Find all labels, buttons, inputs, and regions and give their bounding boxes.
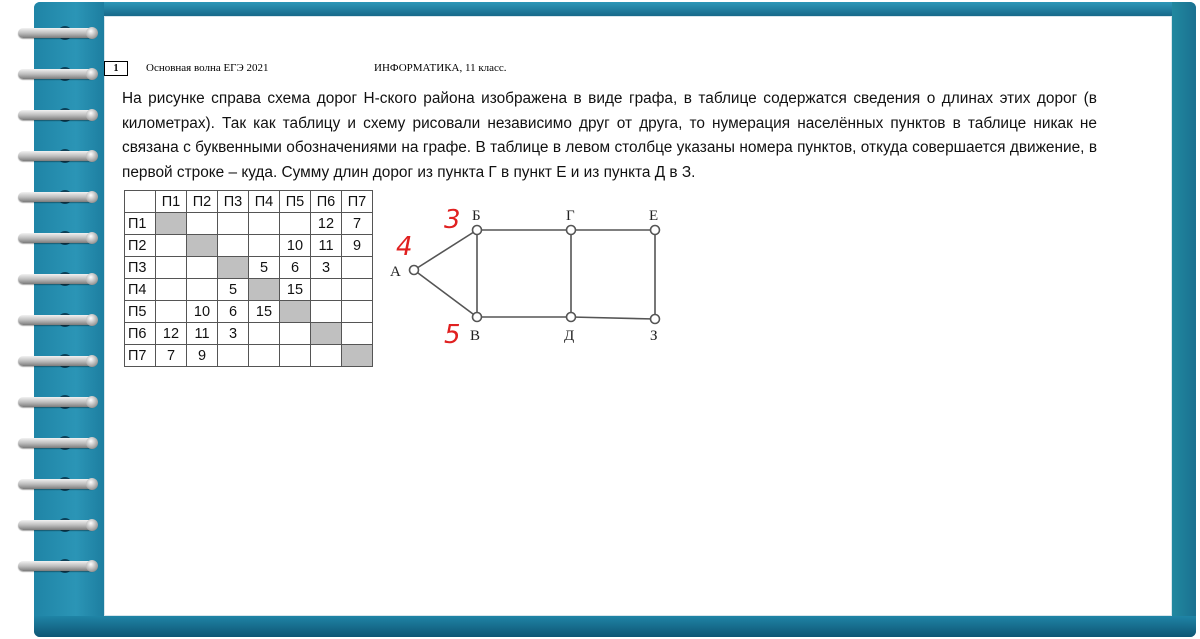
table-cell — [249, 279, 280, 301]
binder-ring — [18, 69, 96, 79]
frame-right — [1172, 2, 1196, 637]
row-header: П7 — [125, 345, 156, 367]
node-v — [473, 313, 482, 322]
row-header: П3 — [125, 257, 156, 279]
table-cell — [156, 279, 187, 301]
table-cell: 5 — [218, 279, 249, 301]
edge-a-b — [414, 230, 477, 270]
row-header: П5 — [125, 301, 156, 323]
row-header: П2 — [125, 235, 156, 257]
binder-ring — [18, 274, 96, 284]
table-cell: 7 — [156, 345, 187, 367]
node-b — [473, 226, 482, 235]
table-cell: 9 — [187, 345, 218, 367]
problem-statement: На рисунке справа схема дорог Н-ского района изображена в виде графа, в таблице содержатся сведения о длинах этих дорог (в километрах). Так как таблицу и схему рисовали независимо друг от друга, то нумерация населённых пунктов в таблице никак не связана с буквенными обозначениями на графе. В таблице в левом столбце указаны номера пунктов, откуда совершается движение, в первой строке – куда. Сумму длин дорог из пункта Г в пункт Е и из пункта Д в З. — [122, 90, 1097, 181]
table-cell — [249, 235, 280, 257]
node-z — [651, 315, 660, 324]
table-cell — [342, 301, 373, 323]
binder-ring — [18, 192, 96, 202]
table-row — [125, 323, 373, 345]
label-v: В — [470, 328, 481, 344]
binder-ring — [18, 356, 96, 366]
label-e: Е — [649, 208, 659, 224]
table-cell: 11 — [187, 323, 218, 345]
label-a: А — [390, 264, 401, 280]
table-cell — [311, 279, 342, 301]
table-cell — [156, 213, 187, 235]
row-header: П4 — [125, 279, 156, 301]
binder-ring — [18, 233, 96, 243]
binder-ring — [18, 397, 96, 407]
edge-d-z — [571, 317, 655, 319]
table-row — [125, 235, 373, 257]
table-cell — [218, 345, 249, 367]
column-header: П4 — [249, 191, 280, 213]
label-g: Г — [566, 208, 575, 224]
table-cell: 11 — [311, 235, 342, 257]
table-row — [125, 301, 373, 323]
table-cell — [280, 323, 311, 345]
table-cell — [187, 279, 218, 301]
table-corner-cell — [125, 191, 156, 213]
table-cell — [249, 213, 280, 235]
table-cell — [156, 301, 187, 323]
node-a — [410, 266, 419, 275]
annotation-a: 4 — [396, 232, 413, 262]
table-cell — [342, 279, 373, 301]
binder-ring — [18, 28, 96, 38]
page-number: 1 — [104, 61, 128, 76]
table-cell — [249, 345, 280, 367]
table-cell — [249, 323, 280, 345]
binder-ring — [18, 151, 96, 161]
label-b: Б — [472, 208, 481, 224]
annotation-v: 5 — [444, 320, 461, 350]
table-cell: 10 — [280, 235, 311, 257]
frame-bottom — [34, 616, 1196, 637]
binder-ring — [18, 520, 96, 530]
table-cell — [342, 323, 373, 345]
binder-ring — [18, 110, 96, 120]
column-header: П2 — [187, 191, 218, 213]
table-cell: 10 — [187, 301, 218, 323]
distance-table — [124, 190, 373, 367]
table-cell — [156, 257, 187, 279]
table-row — [125, 345, 373, 367]
column-header: П1 — [156, 191, 187, 213]
table-cell — [311, 323, 342, 345]
table-cell: 7 — [342, 213, 373, 235]
table-cell: 15 — [280, 279, 311, 301]
column-header: П6 — [311, 191, 342, 213]
table-row — [125, 213, 373, 235]
road-graph — [380, 195, 680, 350]
table-cell — [218, 213, 249, 235]
table-cell: 3 — [218, 323, 249, 345]
table-cell — [342, 257, 373, 279]
row-header: П1 — [125, 213, 156, 235]
table-cell: 5 — [249, 257, 280, 279]
table-cell — [218, 257, 249, 279]
binder-ring — [18, 479, 96, 489]
table-cell — [280, 213, 311, 235]
table-cell — [218, 235, 249, 257]
table-cell: 15 — [249, 301, 280, 323]
table-cell — [311, 345, 342, 367]
table-row — [125, 257, 373, 279]
column-header: П5 — [280, 191, 311, 213]
table-cell — [311, 301, 342, 323]
table-row — [125, 279, 373, 301]
binder-ring — [18, 315, 96, 325]
edge-a-v — [414, 270, 477, 317]
label-d: Д — [564, 328, 575, 344]
page-header — [104, 61, 604, 77]
node-g — [567, 226, 576, 235]
table-cell: 6 — [218, 301, 249, 323]
table-cell — [280, 301, 311, 323]
node-d — [567, 313, 576, 322]
table-cell — [187, 257, 218, 279]
annotation-b: 3 — [444, 205, 461, 235]
table-cell — [187, 213, 218, 235]
table-cell — [342, 345, 373, 367]
exam-name: Основная волна ЕГЭ 2021 — [146, 62, 269, 74]
binder-ring — [18, 561, 96, 571]
binder-ring — [18, 438, 96, 448]
frame-top — [34, 2, 1196, 16]
table-cell: 3 — [311, 257, 342, 279]
column-header: П3 — [218, 191, 249, 213]
row-header: П6 — [125, 323, 156, 345]
table-cell — [156, 235, 187, 257]
table-cell: 9 — [342, 235, 373, 257]
column-header: П7 — [342, 191, 373, 213]
subject-title: ИНФОРМАТИКА, 11 класс. — [374, 62, 507, 74]
label-z: З — [650, 328, 658, 344]
table-cell — [280, 345, 311, 367]
table-cell: 12 — [311, 213, 342, 235]
table-cell: 12 — [156, 323, 187, 345]
node-e — [651, 226, 660, 235]
table-cell: 6 — [280, 257, 311, 279]
table-header-row — [125, 191, 373, 213]
table-cell — [187, 235, 218, 257]
